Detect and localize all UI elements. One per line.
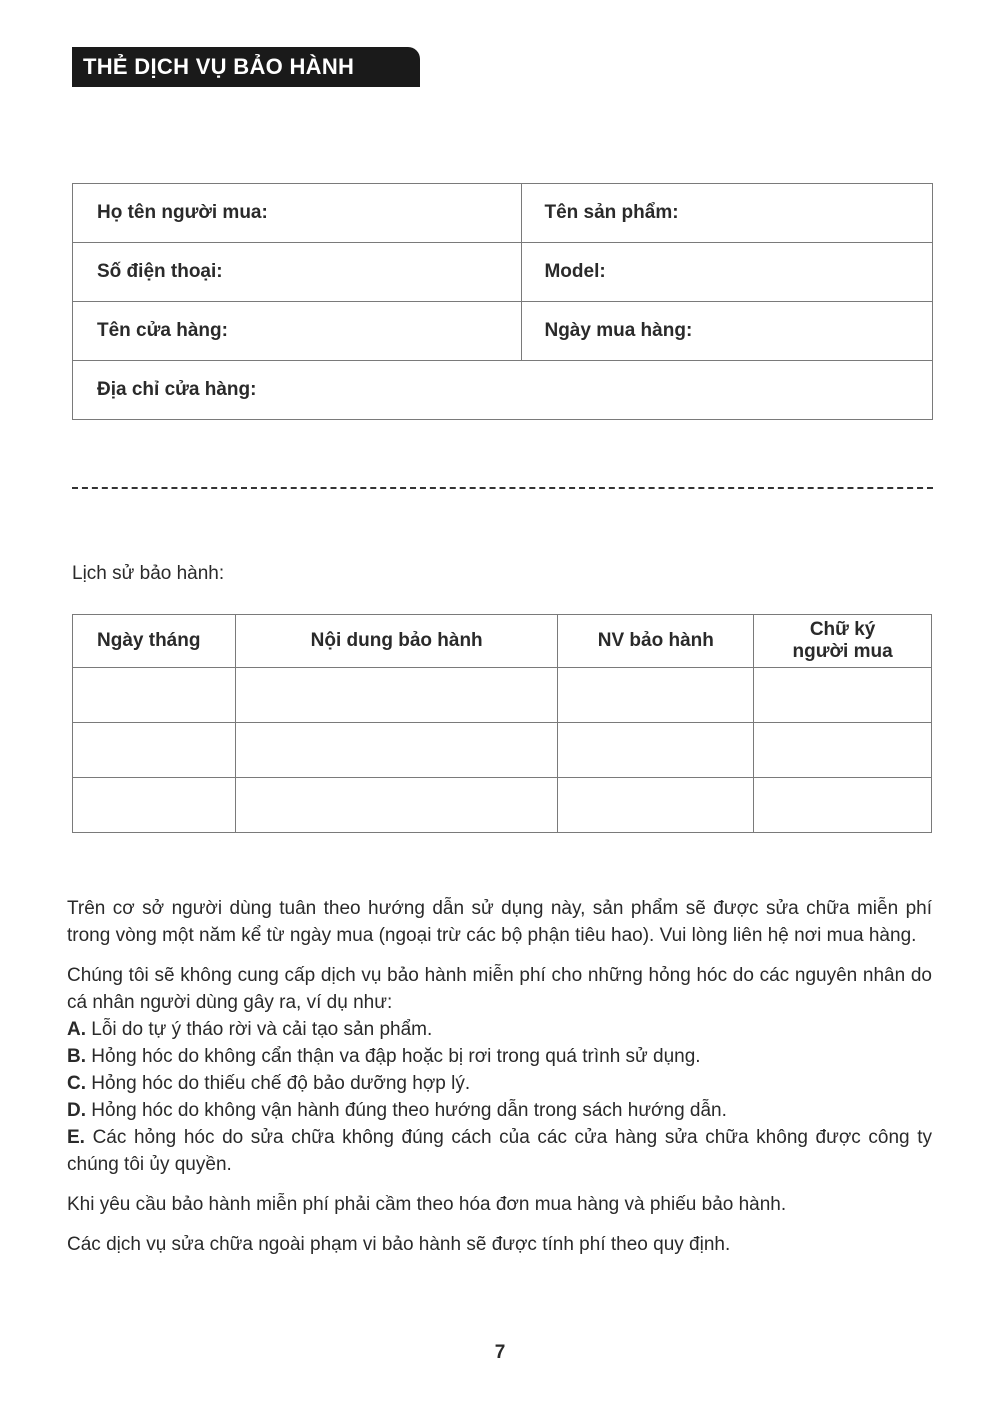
date-cell[interactable] bbox=[73, 668, 236, 723]
warranty-history-table bbox=[72, 614, 932, 833]
staff-cell[interactable] bbox=[558, 778, 754, 833]
exclusion-item-e bbox=[67, 1124, 932, 1178]
item-text: Hỏng hóc do không vận hành đúng theo hướng dẫn trong sách hướng dẫn. bbox=[91, 1100, 727, 1121]
date-cell[interactable] bbox=[73, 778, 236, 833]
terms-paragraph-1: Trên cơ sở người dùng tuân theo hướng dẫn sử dụng này, sản phẩm sẽ được sửa chữa miễn phí trong vòng một năm kể từ ngày mua (ngoại trừ các bộ phận tiêu hao). Vui lòng liên hệ nơi mua hàng. bbox=[67, 898, 932, 946]
product-name-field[interactable]: Tên sản phẩm: bbox=[522, 184, 933, 243]
item-letter: E. bbox=[67, 1127, 85, 1148]
page-number: 7 bbox=[494, 1342, 506, 1363]
store-name-field[interactable]: Tên cửa hàng: bbox=[73, 302, 522, 361]
item-letter: C. bbox=[67, 1073, 86, 1094]
item-letter: A. bbox=[67, 1019, 86, 1040]
signature-header-line2: người mua bbox=[792, 641, 893, 662]
date-cell[interactable] bbox=[73, 723, 236, 778]
staff-cell[interactable] bbox=[558, 723, 754, 778]
table-row bbox=[73, 778, 932, 833]
col-date-header: Ngày tháng bbox=[73, 615, 236, 668]
exclusion-item-c bbox=[67, 1070, 932, 1097]
item-text: Hỏng hóc do thiếu chế độ bảo dưỡng hợp lý. bbox=[91, 1073, 471, 1094]
exclusion-item-a bbox=[67, 1016, 932, 1043]
cut-line-divider bbox=[72, 487, 933, 489]
content-cell[interactable] bbox=[235, 723, 558, 778]
purchase-date-field[interactable]: Ngày mua hàng: bbox=[522, 302, 933, 361]
table-row bbox=[73, 723, 932, 778]
exclusion-item-b bbox=[67, 1043, 932, 1070]
history-label: Lịch sử bảo hành: bbox=[72, 563, 225, 584]
item-text: Các hỏng hóc do sửa chữa không đúng cách của các cửa hàng sửa chữa không được công ty chúng tôi ủy quyền. bbox=[67, 1127, 932, 1175]
staff-cell[interactable] bbox=[558, 668, 754, 723]
item-letter: B. bbox=[67, 1046, 86, 1067]
model-field[interactable]: Model: bbox=[522, 243, 933, 302]
content-cell[interactable] bbox=[235, 668, 558, 723]
exclusion-item-d bbox=[67, 1097, 932, 1124]
signature-header-line1: Chữ ký bbox=[809, 619, 876, 640]
table-header-row bbox=[73, 615, 932, 668]
item-text: Lỗi do tự ý tháo rời và cải tạo sản phẩm. bbox=[91, 1019, 433, 1040]
store-address-field[interactable]: Địa chỉ cửa hàng: bbox=[73, 361, 933, 420]
customer-info-table bbox=[72, 183, 933, 420]
table-row bbox=[73, 668, 932, 723]
col-staff-header: NV bảo hành bbox=[558, 615, 754, 668]
col-signature-header bbox=[754, 615, 932, 668]
buyer-name-field[interactable]: Họ tên người mua: bbox=[73, 184, 522, 243]
item-letter: D. bbox=[67, 1100, 86, 1121]
page-title: THẺ DỊCH VỤ BẢO HÀNH bbox=[72, 47, 420, 87]
phone-field[interactable]: Số điện thoại: bbox=[73, 243, 522, 302]
col-content-header: Nội dung bảo hành bbox=[235, 615, 558, 668]
signature-cell[interactable] bbox=[754, 668, 932, 723]
terms-paragraph-4: Các dịch vụ sửa chữa ngoài phạm vi bảo hành sẽ được tính phí theo quy định. bbox=[67, 1234, 731, 1255]
signature-cell[interactable] bbox=[754, 778, 932, 833]
signature-cell[interactable] bbox=[754, 723, 932, 778]
terms-paragraph-3: Khi yêu cầu bảo hành miễn phí phải cầm theo hóa đơn mua hàng và phiếu bảo hành. bbox=[67, 1194, 787, 1215]
item-text: Hỏng hóc do không cẩn thận va đập hoặc bị rơi trong quá trình sử dụng. bbox=[91, 1046, 701, 1067]
exclusions-intro: Chúng tôi sẽ không cung cấp dịch vụ bảo hành miễn phí cho những hỏng hóc do các nguyên nhân do cá nhân người dùng gây ra, ví dụ như: bbox=[67, 965, 932, 1013]
warranty-terms bbox=[67, 895, 932, 1271]
content-cell[interactable] bbox=[235, 778, 558, 833]
terms-paragraph-2 bbox=[67, 962, 932, 1178]
